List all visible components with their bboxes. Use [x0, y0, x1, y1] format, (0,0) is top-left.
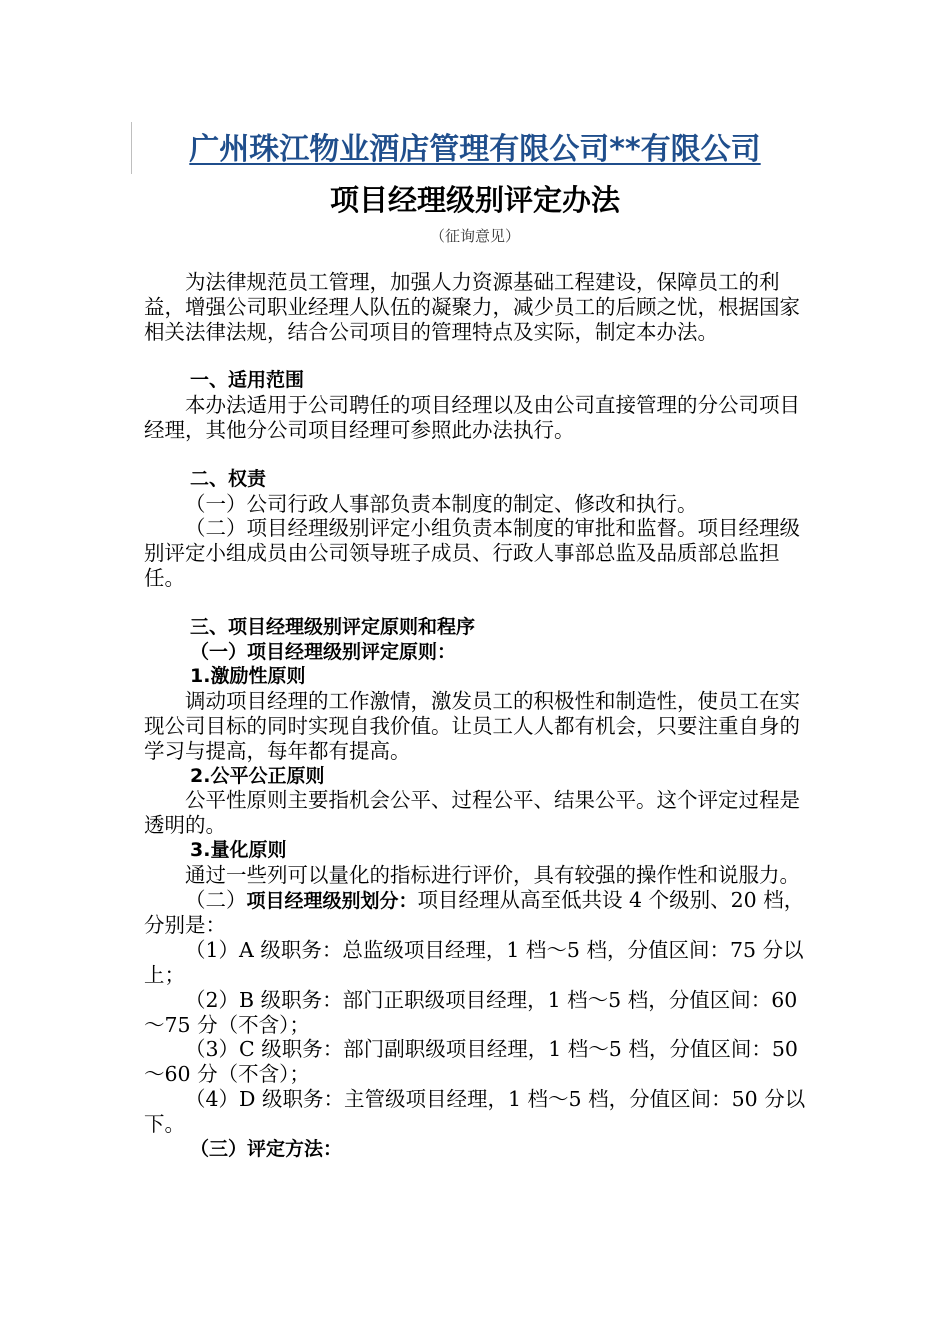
- level-item: （2）B 级职务：部门正职级项目经理，1 档～5 档，分值区间：60～75 分（不含）；: [144, 987, 798, 1037]
- document-body: [144, 270, 816, 1161]
- principle-1-text: 调动项目经理的工作激情，激发员工的积极性和制造性，使员工在实现公司目标的同时实现自我价值。让员工人人都有机会，只要注重自身的学习与提高，每年都有提高。: [144, 689, 800, 763]
- responsibility-item-1: （一）公司行政人事部负责本制度的制定、修改和执行。: [185, 491, 698, 516]
- principle-3-text: 通过一些列可以量化的指标进行评价，具有较强的操作性和说服力。: [185, 862, 800, 887]
- responsibility-item-2: （二）项目经理级别评定小组负责本制度的审批和监督。项目经理级别评定小组成员由公司领导班子成员、行政人事部总监及品质部总监担任。: [144, 516, 800, 590]
- level-division-label: 项目经理级别划分：: [246, 889, 418, 912]
- level-item: （4）D 级职务：主管级项目经理，1 档～5 档，分值区间：50 分以下。: [144, 1086, 806, 1136]
- level-division-text: 项目经理从高至低共设 4 个级别、20 档，分别是：: [144, 887, 805, 938]
- level-division-prefix: （二）: [185, 887, 247, 912]
- principle-3-title: 3.量化原则: [190, 838, 287, 861]
- principle-1-title: 1.激励性原则: [190, 665, 306, 688]
- level-item: （3）C 级职务：部门副职级项目经理，1 档～5 档，分值区间：50～60 分（不含）；: [144, 1037, 798, 1087]
- principle-2-text: 公平性原则主要指机会公平、过程公平、结果公平。这个评定过程是透明的。: [144, 788, 800, 838]
- intro-paragraph: 为法律规范员工管理，加强人力资源基础工程建设，保障员工的利益，增强公司职业经理人队伍的凝聚力，减少员工的后顾之忧，根据国家相关法律法规，结合公司项目的管理特点及实际，制定本办法。: [144, 270, 800, 344]
- document-title: 项目经理级别评定办法: [329, 183, 620, 217]
- principle-2-title: 2.公平公正原则: [190, 764, 325, 787]
- document-subtitle: （征询意见）: [429, 227, 520, 245]
- section-heading-responsibility: 二、权责: [190, 467, 267, 490]
- section-heading-scope: 一、适用范围: [190, 369, 305, 392]
- company-name-link[interactable]: 广州珠江物业酒店管理有限公司**有限公司: [189, 132, 761, 167]
- scope-paragraph: 本办法适用于公司聘任的项目经理以及由公司直接管理的分公司项目经理，其他分公司项目经理可参照此办法执行。: [144, 393, 800, 442]
- section-heading-principles: 三、项目经理级别评定原则和程序: [190, 615, 476, 638]
- level-division-paragraph: [144, 888, 816, 939]
- subsection-principles: （一）项目经理级别评定原则：: [190, 640, 457, 663]
- subsection-method: （三）评定方法：: [190, 1137, 343, 1160]
- level-item: （1）A 级职务：总监级项目经理，1 档～5 档，分值区间：75 分以上；: [144, 938, 804, 987]
